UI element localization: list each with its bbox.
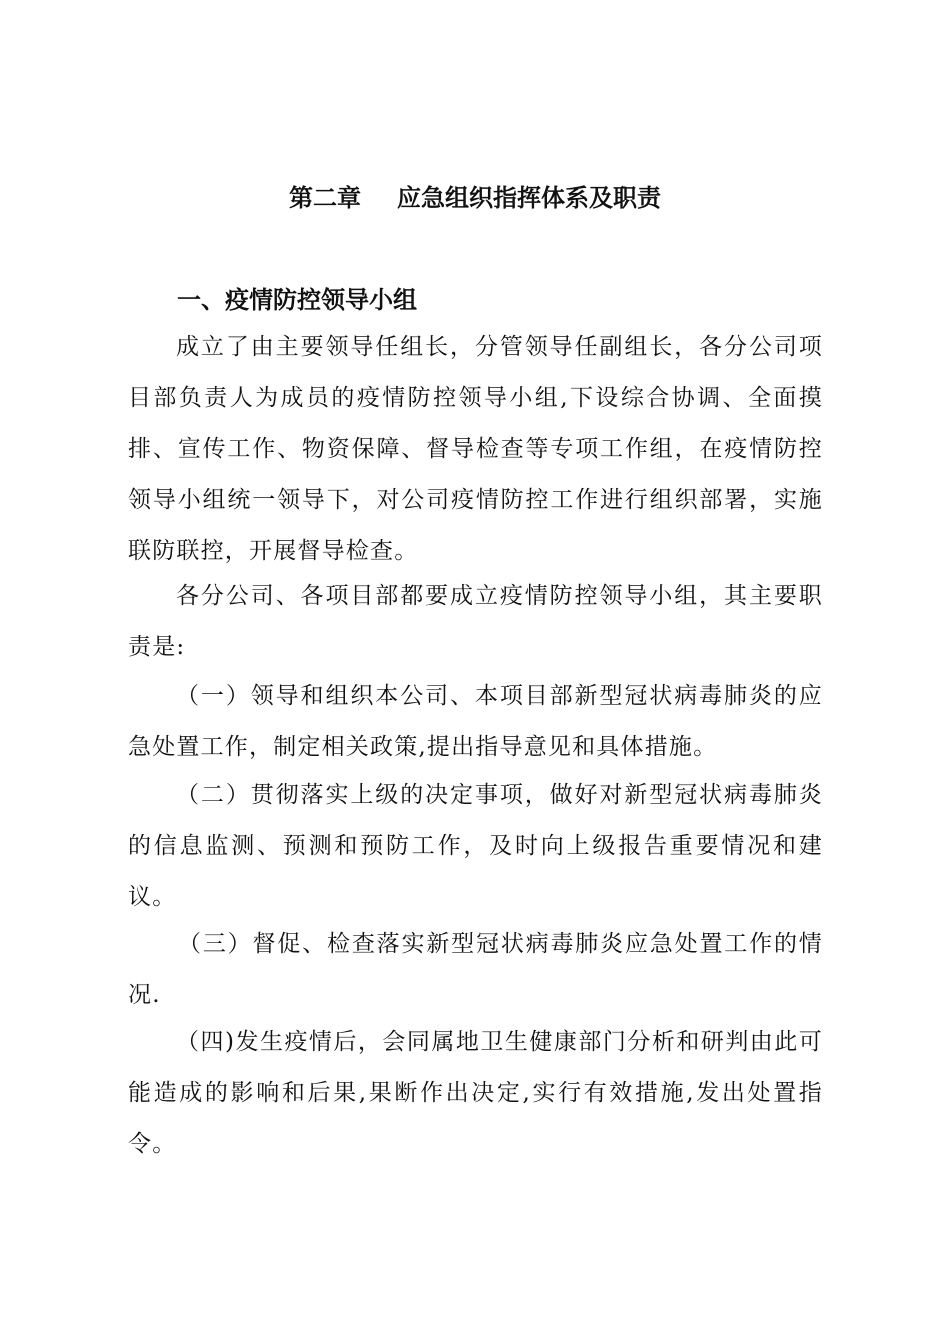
chapter-title (0, 178, 950, 218)
section-heading: 一、疫情防控领导小组 (177, 286, 417, 314)
chapter-title-text: 应急组织指挥体系及职责 (397, 184, 661, 212)
paragraph-duty-1: （一）领导和组织本公司、本项目部新型冠状病毒肺炎的应急处置工作，制定相关政策,提出指导意见和具体措施。 (128, 683, 823, 760)
paragraph-leadership-group: 成立了由主要领导任组长，分管领导任副组长，各分公司项目部负责人为成员的疫情防控领导小组,下设综合协调、全面摸排、宣传工作、物资保障、督导检查等专项工作组，在疫情防控领导小组统一领导下，对公司疫情防控工作进行组织部署，实施联防联控，开展督导检查。 (128, 334, 823, 564)
paragraph-responsibilities-intro: 各分公司、各项目部都要成立疫情防控领导小组，其主要职责是: (128, 583, 823, 660)
paragraph-duty-3: （三）督促、检查落实新型冠状病毒肺炎应急处置工作的情况. (128, 931, 823, 1008)
chapter-number: 第二章 (289, 184, 361, 212)
paragraph-duty-2: （二）贯彻落实上级的决定事项，做好对新型冠状病毒肺炎的信息监测、预测和预防工作，及时向上级报告重要情况和建议。 (128, 782, 823, 910)
paragraph-duty-4: （四)发生疫情后，会同属地卫生健康部门分析和研判由此可能造成的影响和后果,果断作出决定,实行有效措施,发出处置指令。 (128, 1029, 823, 1157)
